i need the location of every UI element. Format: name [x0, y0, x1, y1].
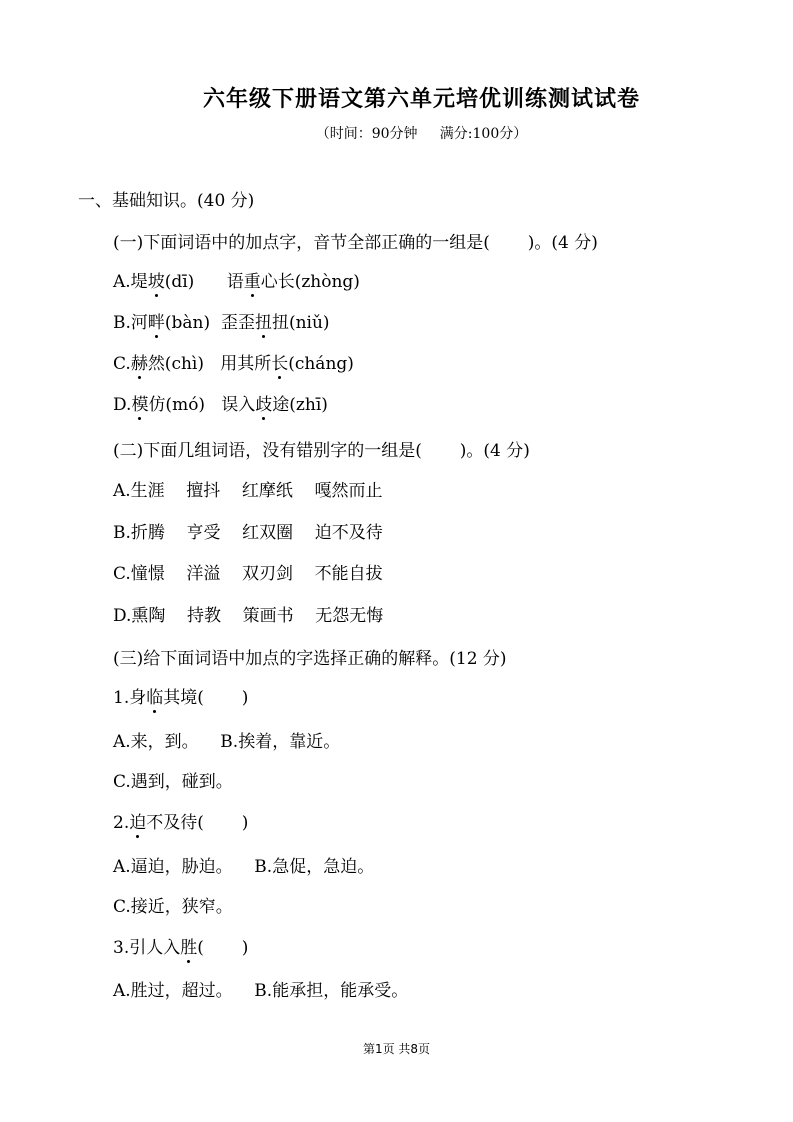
page-title: 六年级下册语文第六单元培优训练测试试卷 [202, 86, 640, 112]
page-subtitle: （时间：90分钟 满分:100分） [315, 126, 528, 142]
sub-option-line: A.来，到。 B.挨着，靠近。 [113, 732, 341, 752]
option-a: A.堤坡(dī) 语重心长(zhòng) [113, 272, 360, 292]
option-d: D.模仿(mó) 误入歧途(zhī) [113, 395, 328, 415]
option-b: B.河畔(bàn) 歪歪扭扭(niǔ) [113, 313, 330, 333]
question-3: (三)给下面词语中加点的字选择正确的解释。(12 分) [113, 649, 507, 669]
page-footer: 第1页 共8页 [362, 1042, 431, 1056]
sub-question-2: 2.迫不及待( ) [113, 813, 249, 833]
option-d: D.熏陶 持教 策画书 无怨无悔 [113, 606, 384, 626]
sub-question-1: 1.身临其境( ) [113, 688, 249, 708]
section-heading: 一、基础知识。(40 分) [78, 191, 255, 211]
sub-option-line: C.遇到，碰到。 [113, 772, 233, 792]
sub-question-3: 3.引人入胜( ) [113, 938, 249, 958]
question-1: (一)下面词语中的加点字，音节全部正确的一组是( )。(4 分) [113, 233, 598, 253]
option-b: B.折腾 亨受 红双圈 迫不及待 [113, 523, 383, 543]
question-2: (二)下面几组词语，没有错别字的一组是( )。(4 分) [113, 441, 530, 461]
option-a: A.生涯 擅抖 红摩纸 嘎然而止 [113, 481, 383, 501]
option-c: C.憧憬 洋溢 双刃剑 不能自拔 [113, 564, 383, 584]
sub-option-line: C.接近，狭窄。 [113, 897, 233, 917]
sub-option-line: A.胜过，超过。 B.能承担，能承受。 [113, 981, 409, 1001]
option-c: C.赫然(chì) 用其所长(cháng) [113, 354, 354, 374]
sub-option-line: A.逼迫，胁迫。 B.急促，急迫。 [113, 857, 375, 877]
